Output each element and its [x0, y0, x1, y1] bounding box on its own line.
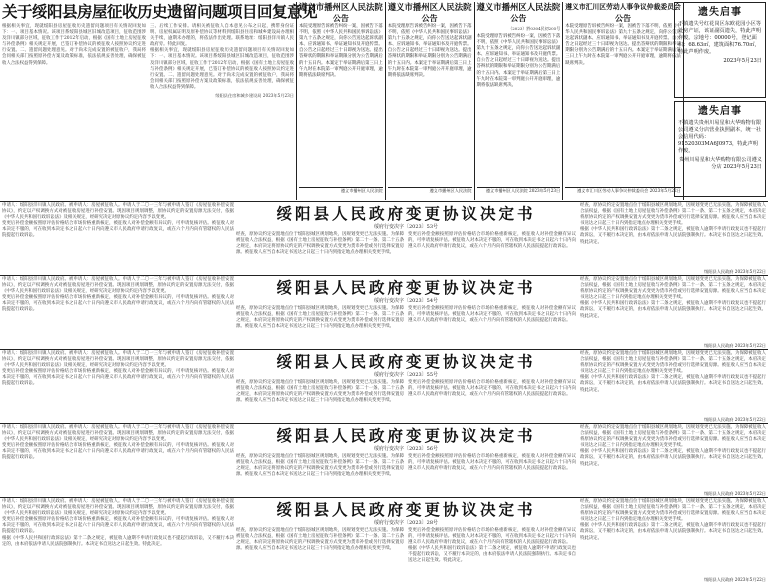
decision-text-left [2, 277, 234, 349]
notice-footer [299, 182, 383, 194]
decision-number: 绥府行变决字〔2023〕53号 [373, 224, 439, 230]
decision-signature: 绥阳县人民政府 2023年5月22日 [704, 576, 766, 582]
decision-text-middle [236, 232, 576, 275]
decision-paragraph: 经查，原协议约定安置地点位于绥阳县城区规划地块，因规划变更已无法实施。为保障被征收人合法权益，根据《国有土地上房屋征收与补偿条例》第二十一条、第二十五条之规定，本府决定将原协议约定的产权调换安置方式变更为货币补偿或另行选择安置房源。被征收人应当自本决定书送达之日起三十日内到指定地点办理相关变更手续。 [580, 203, 766, 227]
decision-paragraph: 经查，原协议约定安置地点位于绥阳县城区规划地块，因规划变更已无法实施。为保障被征收人合法权益，根据《国有土地上房屋征收与补偿条例》第二十一条、第二十五条之规定，本府决定将原协议约定的产权调换安置方式变更为货币补偿或另行选择安置房源。被征收人应当自本决定书送达之日起三十日内到指定地点办理相关变更手续。 [236, 380, 404, 404]
notice-footer [477, 182, 561, 194]
decision-text-left [2, 425, 234, 497]
decision-text-middle [236, 528, 576, 583]
notice-body: 本院受理原告诉被告纠纷一案，因被告下落不明，依照《中华人民共和国民事诉讼法》第九十五条之规定，向你公告送达起诉状副本、应诉通知书、举证通知书及开庭传票。自公告之日起经过三十日即视为送达。提出答辩状的期限和举证期限分别为公告期满后的十五日内。本案定于举证期满后第三日上午九时在本院第一审判庭公开开庭审理，逾期将依法缺席判决。 [299, 24, 383, 78]
decision-paragraph: 根据《中华人民共和国行政诉讼法》第十二条之规定，被征收人逾期不申请行政复议也不提起行政诉讼，又不履行本决定的，由本府依法申请人民法院强制执行。本决定书自送达之日起生效。特此决定。 [580, 301, 766, 319]
notice-type: 公告 [421, 14, 438, 23]
decision-number: 绥府行变决字〔2023〕56号 [373, 446, 439, 452]
section-divider [0, 201, 768, 202]
court-notice [474, 2, 563, 200]
lost-notices [674, 2, 766, 200]
court-notice [296, 2, 385, 200]
decision-paragraph: 变更后补偿金额按照原评估价格结合市场价格重新核定，被征收人对补偿金额有异议的，可申请复核评估。被征收人对本决定不服的，可在收到本决定书之日起六十日内向遵义市人民政府申请行政复议，或在六个月内向有管辖权的人民法院提起行政诉讼。 [408, 454, 576, 472]
article-signature: 绥阳县住房和城乡建设局 2023年5月23日 [215, 93, 294, 99]
decision-paragraph: 变更后补偿金额按照原评估价格结合市场价格重新核定，被征收人对补偿金额有异议的，可申请复核评估。被征收人对本决定不服的，可在收到本决定书之日起六十日内向遵义市人民政府申请行政复议，或在六个月内向有管辖权的人民法院提起行政诉讼。 [408, 380, 576, 398]
decision-title: 绥阳县人民政府变更协议决定书 [276, 427, 536, 445]
decision-band [0, 499, 768, 583]
court-notice [385, 2, 474, 200]
decision-paragraph: 申请人：绥阳县洋川镇人民政府。被申请人：房屋被征收人。申请人于二〇一三年与被申请人签订《房屋征收补偿安置协议》，约定以产权调换方式对被征收房屋进行补偿安置。现因项目规划调整，原协议约定的安置房源无法交付，依据《中华人民共和国行政诉讼法》及相关规定，经研究决定对原协议约定内容予以变更。 [2, 499, 234, 517]
decision-number: 绥府行变决字〔2023〕55号 [373, 372, 439, 378]
decision-band [0, 203, 768, 275]
notice-issuer: 遵义市播州区人民法院 [429, 188, 472, 193]
notice-court-name: 遵义市播州区人民法院 [387, 2, 472, 12]
notice-issuer: 遵义市播州区人民法院 2023年5月23日 [485, 188, 561, 193]
decision-paragraph: 经查，原协议约定安置地点位于绥阳县城区规划地块，因规划变更已无法实施。为保障被征收人合法权益，根据《国有土地上房屋征收与补偿条例》第二十一条、第二十五条之规定，本府决定将原协议约定的产权调换安置方式变更为货币补偿或另行选择安置房源。被征收人应当自本决定书送达之日起三十日内到指定地点办理相关变更手续。 [236, 232, 404, 256]
decision-paragraph: 经查，原协议约定安置地点位于绥阳县城区规划地块，因规划变更已无法实施。为保障被征收人合法权益，根据《国有土地上房屋征收与补偿条例》第二十一条、第二十五条之规定，本府决定将原协议约定的产权调换安置方式变更为货币补偿或另行选择安置房源。被征收人应当自本决定书送达之日起三十日内到指定地点办理相关变更手续。 [580, 425, 766, 449]
court-notice [562, 2, 684, 200]
decision-text-right [580, 425, 766, 497]
decision-paragraph: 申请人：绥阳县洋川镇人民政府。被申请人：房屋被征收人。申请人于二〇一三年与被申请人签订《房屋征收补偿安置协议》，约定以产权调换方式对被征收房屋进行补偿安置。现因项目规划调整，原协议约定的安置房源无法交付，依据《中华人民共和国行政诉讼法》及相关规定，经研究决定对原协议约定内容予以变更。 [2, 425, 234, 443]
text-column [408, 528, 576, 583]
decision-paragraph: 经查，原协议约定安置地点位于绥阳县城区规划地块，因规划变更已无法实施。为保障被征收人合法权益，根据《国有土地上房屋征收与补偿条例》第二十一条、第二十五条之规定，本府决定将原协议约定的产权调换安置方式变更为货币补偿或另行选择安置房源。被征收人应当自本决定书送达之日起三十日内到指定地点办理相关变更手续。 [580, 351, 766, 375]
text-column [408, 232, 576, 275]
decision-text-left [2, 203, 234, 275]
text-column [236, 232, 404, 275]
decision-paragraph: 申请人：绥阳县洋川镇人民政府。被申请人：房屋被征收人。申请人于二〇一三年与被申请人签订《房屋征收补偿安置协议》，约定以产权调换方式对被征收房屋进行补偿安置。现因项目规划调整，原协议约定的安置房源无法交付，依据《中华人民共和国行政诉讼法》及相关规定，经研究决定对原协议约定内容予以变更。 [2, 203, 234, 221]
article-column [2, 24, 146, 198]
text-column [236, 454, 404, 497]
article-paragraph: 三、后续工作安排。请相关被征收人自本意见公布之日起，携带身份证明、房屋权属证明及原补偿协议等材料到绥阳县住房和城乡建设局办理相关手续，逾期未办理的，将依法作出处理。联系地址：绥阳县洋川镇人民政府旁。特此回复。 [150, 24, 294, 48]
notice-type: 公告 [615, 14, 632, 23]
notice-court-name: 遵义市播州区人民法院 [299, 2, 383, 12]
lost-notice-title: 遗失启事 [698, 106, 742, 117]
notice-issuer: 遵义市播州区人民法院 [340, 188, 383, 193]
decision-paragraph: 根据《中华人民共和国行政诉讼法》第十二条之规定，被征收人逾期不申请行政复议也不提起行政诉讼，又不履行本决定的，由本府依法申请人民法院强制执行。本决定书自送达之日起生效。特此决定。 [580, 449, 766, 467]
decision-paragraph: 经查，原协议约定安置地点位于绥阳县城区规划地块，因规划变更已无法实施。为保障被征收人合法权益，根据《国有土地上房屋征收与补偿条例》第二十一条、第二十五条之规定，本府决定将原协议约定的产权调换安置方式变更为货币补偿或另行选择安置房源。被征收人应当自本决定书送达之日起三十日内到指定地点办理相关变更手续。 [236, 306, 404, 330]
decision-text-right [580, 277, 766, 349]
decision-title: 绥阳县人民政府变更协议决定书 [276, 501, 536, 519]
decision-title: 绥阳县人民政府变更协议决定书 [276, 205, 536, 223]
decision-band [0, 351, 768, 423]
notice-issuer: 遵义市汇川区劳动人事争议仲裁委员会 2023年5月22日 [577, 188, 681, 193]
lost-notice [674, 2, 766, 98]
article-body [2, 24, 294, 198]
decision-signature: 绥阳县人民政府 2023年5月22日 [704, 416, 766, 422]
lost-notice-text: 不慎遗失号红花岗区东欧花园小区等处房产证，该证副页遗失，特此声明作废。宗地号：00000号，登记面积：68.63㎡，建筑面积76.70㎡，特此声明作废。 [678, 21, 762, 55]
notice-court-name: 遵义市汇川区劳动人事争议仲裁委员会 [565, 3, 681, 11]
notice-footer [565, 182, 681, 194]
lost-notice-date: 贵州川易星和大华购物有限公司遵义分店 2023年5月23日 [678, 157, 762, 170]
decision-paragraph: 经查，原协议约定安置地点位于绥阳县城区规划地块，因规划变更已无法实施。为保障被征收人合法权益，根据《国有土地上房屋征收与补偿条例》第二十一条、第二十五条之规定，本府决定将原协议约定的产权调换安置方式变更为货币补偿或另行选择安置房源。被征收人应当自本决定书送达之日起三十日内到指定地点办理相关变更手续。 [236, 454, 404, 478]
decision-band [0, 425, 768, 497]
lost-notice-title: 遗失启事 [698, 7, 742, 18]
decision-paragraph: 变更后补偿金额按照原评估价格结合市场价格重新核定，被征收人对补偿金额有异议的，可申请复核评估。被征收人对本决定不服的，可在收到本决定书之日起六十日内向遵义市人民政府申请行政复议，或在六个月内向有管辖权的人民法院提起行政诉讼。 [2, 221, 234, 239]
section-divider [0, 423, 768, 424]
decision-paragraph: 变更后补偿金额按照原评估价格结合市场价格重新核定，被征收人对补偿金额有异议的，可申请复核评估。被征收人对本决定不服的，可在收到本决定书之日起六十日内向遵义市人民政府申请行政复议，或在六个月内向有管辖权的人民法院提起行政诉讼。 [408, 306, 576, 324]
decision-paragraph: 变更后补偿金额按照原评估价格结合市场价格重新核定，被征收人对补偿金额有异议的，可申请复核评估。被征收人对本决定不服的，可在收到本决定书之日起六十日内向遵义市人民政府申请行政复议，或在六个月内向有管辖权的人民法院提起行政诉讼。 [408, 232, 576, 250]
decision-paragraph: 根据《中华人民共和国行政诉讼法》第十二条之规定，被征收人逾期不申请行政复议也不提起行政诉讼，又不履行本决定的，由本府依法申请人民法院强制执行。本决定书自送达之日起生效。特此决定。 [580, 375, 766, 393]
decision-paragraph: 根据《中华人民共和国行政诉讼法》第十二条之规定，被征收人逾期不申请行政复议也不提起行政诉讼，又不履行本决定的，由本府依法申请人民法院强制执行。本决定书自送达之日起生效。特此决定。 [408, 546, 576, 564]
decision-paragraph: 经查，原协议约定安置地点位于绥阳县城区规划地块，因规划变更已无法实施。为保障被征收人合法权益，根据《国有土地上房屋征收与补偿条例》第二十一条、第二十五条之规定，本府决定将原协议约定的产权调换安置方式变更为货币补偿或另行选择安置房源。被征收人应当自本决定书送达之日起三十日内到指定地点办理相关变更手续。 [580, 499, 766, 523]
decision-paragraph: 变更后补偿金额按照原评估价格结合市场价格重新核定，被征收人对补偿金额有异议的，可申请复核评估。被征收人对本决定不服的，可在收到本决定书之日起六十日内向遵义市人民政府申请行政复议，或在六个月内向有管辖权的人民法院提起行政诉讼。 [408, 528, 576, 546]
notice-body: 本院受理原告诉被告纠纷一案，因被告下落不明，依照《中华人民共和国民事诉讼法》第九十五条之规定，向你公告送达起诉状副本、应诉通知书、举证通知书及开庭传票。自公告之日起经过三十日即视为送达。提出答辩状的期限和举证期限分别为公告期满后的十五日内。本案定于举证期满后第三日上午九时在本院第一审判庭公开开庭审理，逾期将依法缺席判决。 [387, 24, 472, 78]
decision-paragraph: 申请人：绥阳县洋川镇人民政府。被申请人：房屋被征收人。申请人于二〇一三年与被申请人签订《房屋征收补偿安置协议》，约定以产权调换方式对被征收房屋进行补偿安置。现因项目规划调整，原协议约定的安置房源无法交付，依据《中华人民共和国行政诉讼法》及相关规定，经研究决定对原协议约定内容予以变更。 [2, 277, 234, 295]
decision-paragraph: 变更后补偿金额按照原评估价格结合市场价格重新核定，被征收人对补偿金额有异议的，可申请复核评估。被征收人对本决定不服的，可在收到本决定书之日起六十日内向遵义市人民政府申请行政复议，或在六个月内向有管辖权的人民法院提起行政诉讼。 [2, 295, 234, 313]
text-column [408, 306, 576, 349]
notice-body: 本院受理原告诉被告纠纷一案，因被告下落不明，依照《中华人民共和国民事诉讼法》第九十五条之规定，向你公告送达起诉状副本、应诉通知书、举证通知书及开庭传票。自公告之日起经过三十日即视为送达。提出答辩状的期限和举证期限分别为公告期满后的十五日内。本案定于举证期满后第三日上午九时在本院第一审判庭公开开庭审理，逾期将依法缺席判决。 [476, 34, 561, 88]
lost-notice [674, 101, 766, 197]
decision-paragraph: 申请人：绥阳县洋川镇人民政府。被申请人：房屋被征收人。申请人于二〇一三年与被申请人签订《房屋征收补偿安置协议》，约定以产权调换方式对被征收房屋进行补偿安置。现因项目规划调整，原协议约定的安置房源无法交付，依据《中华人民共和国行政诉讼法》及相关规定，经研究决定对原协议约定内容予以变更。 [2, 351, 234, 369]
text-column [236, 380, 404, 423]
decision-text-left [2, 499, 234, 583]
decision-title: 绥阳县人民政府变更协议决定书 [276, 353, 536, 371]
text-column [236, 306, 404, 349]
article-title: 关于绥阳县房屋征收历史遗留问题项目回复意见 [2, 3, 318, 21]
decision-text-middle [236, 306, 576, 349]
decision-signature: 绥阳县人民政府 2023年5月22日 [704, 268, 766, 274]
section-divider [0, 497, 768, 498]
reply-article [2, 2, 318, 200]
decision-paragraph: 变更后补偿金额按照原评估价格结合市场价格重新核定，被征收人对补偿金额有异议的，可申请复核评估。被征收人对本决定不服的，可在收到本决定书之日起六十日内向遵义市人民政府申请行政复议，或在六个月内向有管辖权的人民法院提起行政诉讼。 [2, 443, 234, 461]
decision-paragraph: 变更后补偿金额按照原评估价格结合市场价格重新核定，被征收人对补偿金额有异议的，可申请复核评估。被征收人对本决定不服的，可在收到本决定书之日起六十日内向遵义市人民政府申请行政复议，或在六个月内向有管辖权的人民法院提起行政诉讼。 [2, 369, 234, 387]
decision-text-right [580, 499, 766, 583]
text-column [236, 528, 404, 583]
notice-body: 本院受理原告诉被告纠纷一案，因被告下落不明，依照《中华人民共和国民事诉讼法》第九十五条之规定，向你公告送达起诉状副本、应诉通知书、举证通知书及开庭传票。自公告之日起经过三十日即视为送达。提出答辩状的期限和举证期限分别为公告期满后的十五日内。本案定于举证期满后第三日上午九时在本院第一审判庭公开开庭审理，逾期将依法缺席判决。 [565, 24, 681, 66]
decision-text-middle [236, 454, 576, 497]
text-column [408, 380, 576, 423]
article-paragraph: 根据相关事宜，现就绥阳县房屋征收历史遗留问题项目有关情况回复如下：一、项目基本情况。该项目系绥阳县城区旧城改造项目，征收范围涉及洋川镇部分区域，征收工作于2012年启动，根据《国有土地上房屋征收与补偿条例》相关规定开展，已签订补偿协议的被征收人按照协议约定进行安置。二、遗留问题处理意见。对于尚未完成安置的被征收户，我局将会同相关部门按照原补偿方案及政策标准，依法依规妥善处理，确保被征收人合法权益得到保障。 [2, 24, 146, 66]
decision-paragraph: 根据《中华人民共和国行政诉讼法》第十二条之规定，被征收人逾期不申请行政复议也不提起行政诉讼，又不履行本决定的，由本府依法申请人民法院强制执行。本决定书自送达之日起生效。特此决定。 [580, 227, 766, 245]
section-divider [0, 275, 768, 276]
decision-text-right [580, 203, 766, 275]
lost-notice-text: 不慎遗失贵州川易星和大华购物有限公司遵义分店营业执照副本，统一社会信用代码：91520303MA6J0973，特此声明作废。 [678, 120, 762, 154]
court-notices [296, 2, 681, 200]
article-column [150, 24, 294, 198]
notice-type: 公告 [510, 14, 527, 23]
notice-footer [388, 182, 472, 194]
decision-signature: 绥阳县人民政府 2023年5月22日 [704, 490, 766, 496]
lost-notice-date: 2023年5月23日 [723, 58, 762, 64]
decision-text-middle [236, 380, 576, 423]
notice-court-name: 遵义市播州区人民法院 [476, 2, 561, 12]
decision-paragraph: 根据《中华人民共和国行政诉讼法》第十二条之规定，被征收人逾期不申请行政复议也不提起行政诉讼，又不履行本决定的，由本府依法申请人民法院强制执行。本决定书自送达之日起生效。特此决定。 [580, 523, 766, 541]
decision-number: 绥府行变决字〔2023〕28号 [373, 520, 439, 526]
text-column [408, 454, 576, 497]
decision-text-left [2, 351, 234, 423]
decision-paragraph: 根据《中华人民共和国行政诉讼法》第十二条之规定，被征收人逾期不申请行政复议也不提起行政诉讼，又不履行本决定的，由本府依法申请人民法院强制执行。本决定书自送达之日起生效。特此决定。 [2, 535, 234, 547]
decision-paragraph: 变更后补偿金额按照原评估价格结合市场价格重新核定，被征收人对补偿金额有异议的，可申请复核评估。被征收人对本决定不服的，可在收到本决定书之日起六十日内向遵义市人民政府申请行政复议，或在六个月内向有管辖权的人民法院提起行政诉讼。 [2, 517, 234, 535]
section-divider [0, 349, 768, 350]
decision-paragraph: 经查，原协议约定安置地点位于绥阳县城区规划地块，因规划变更已无法实施。为保障被征收人合法权益，根据《国有土地上房屋征收与补偿条例》第二十一条、第二十五条之规定，本府决定将原协议约定的产权调换安置方式变更为货币补偿或另行选择安置房源。被征收人应当自本决定书送达之日起三十日内到指定地点办理相关变更手续。 [236, 528, 404, 552]
decision-text-right [580, 351, 766, 423]
decision-signature: 绥阳县人民政府 2023年5月22日 [704, 342, 766, 348]
decision-band [0, 277, 768, 349]
decision-paragraph: 经查，原协议约定安置地点位于绥阳县城区规划地块，因规划变更已无法实施。为保障被征收人合法权益，根据《国有土地上房屋征收与补偿条例》第二十一条、第二十五条之规定，本府决定将原协议约定的产权调换安置方式变更为货币补偿或另行选择安置房源。被征收人应当自本决定书送达之日起三十日内到指定地点办理相关变更手续。 [580, 277, 766, 301]
decision-number: 绥府行变决字〔2023〕54号 [373, 298, 439, 304]
article-paragraph: 根据相关事宜，现就绥阳县房屋征收历史遗留问题项目有关情况回复如下：一、项目基本情况。该项目系绥阳县城区旧城改造项目，征收范围涉及洋川镇部分区域，征收工作于2012年启动，根据《国有土地上房屋征收与补偿条例》相关规定开展，已签订补偿协议的被征收人按照协议约定进行安置。二、遗留问题处理意见。对于尚未完成安置的被征收户，我局将会同相关部门按照原补偿方案及政策标准，依法依规妥善处理，确保被征收人合法权益得到保障。 [150, 48, 294, 90]
notice-type: 公告 [332, 14, 349, 23]
notice-case-number: （2023）黔0304民初205号 [508, 26, 561, 31]
decision-title: 绥阳县人民政府变更协议决定书 [276, 279, 536, 297]
